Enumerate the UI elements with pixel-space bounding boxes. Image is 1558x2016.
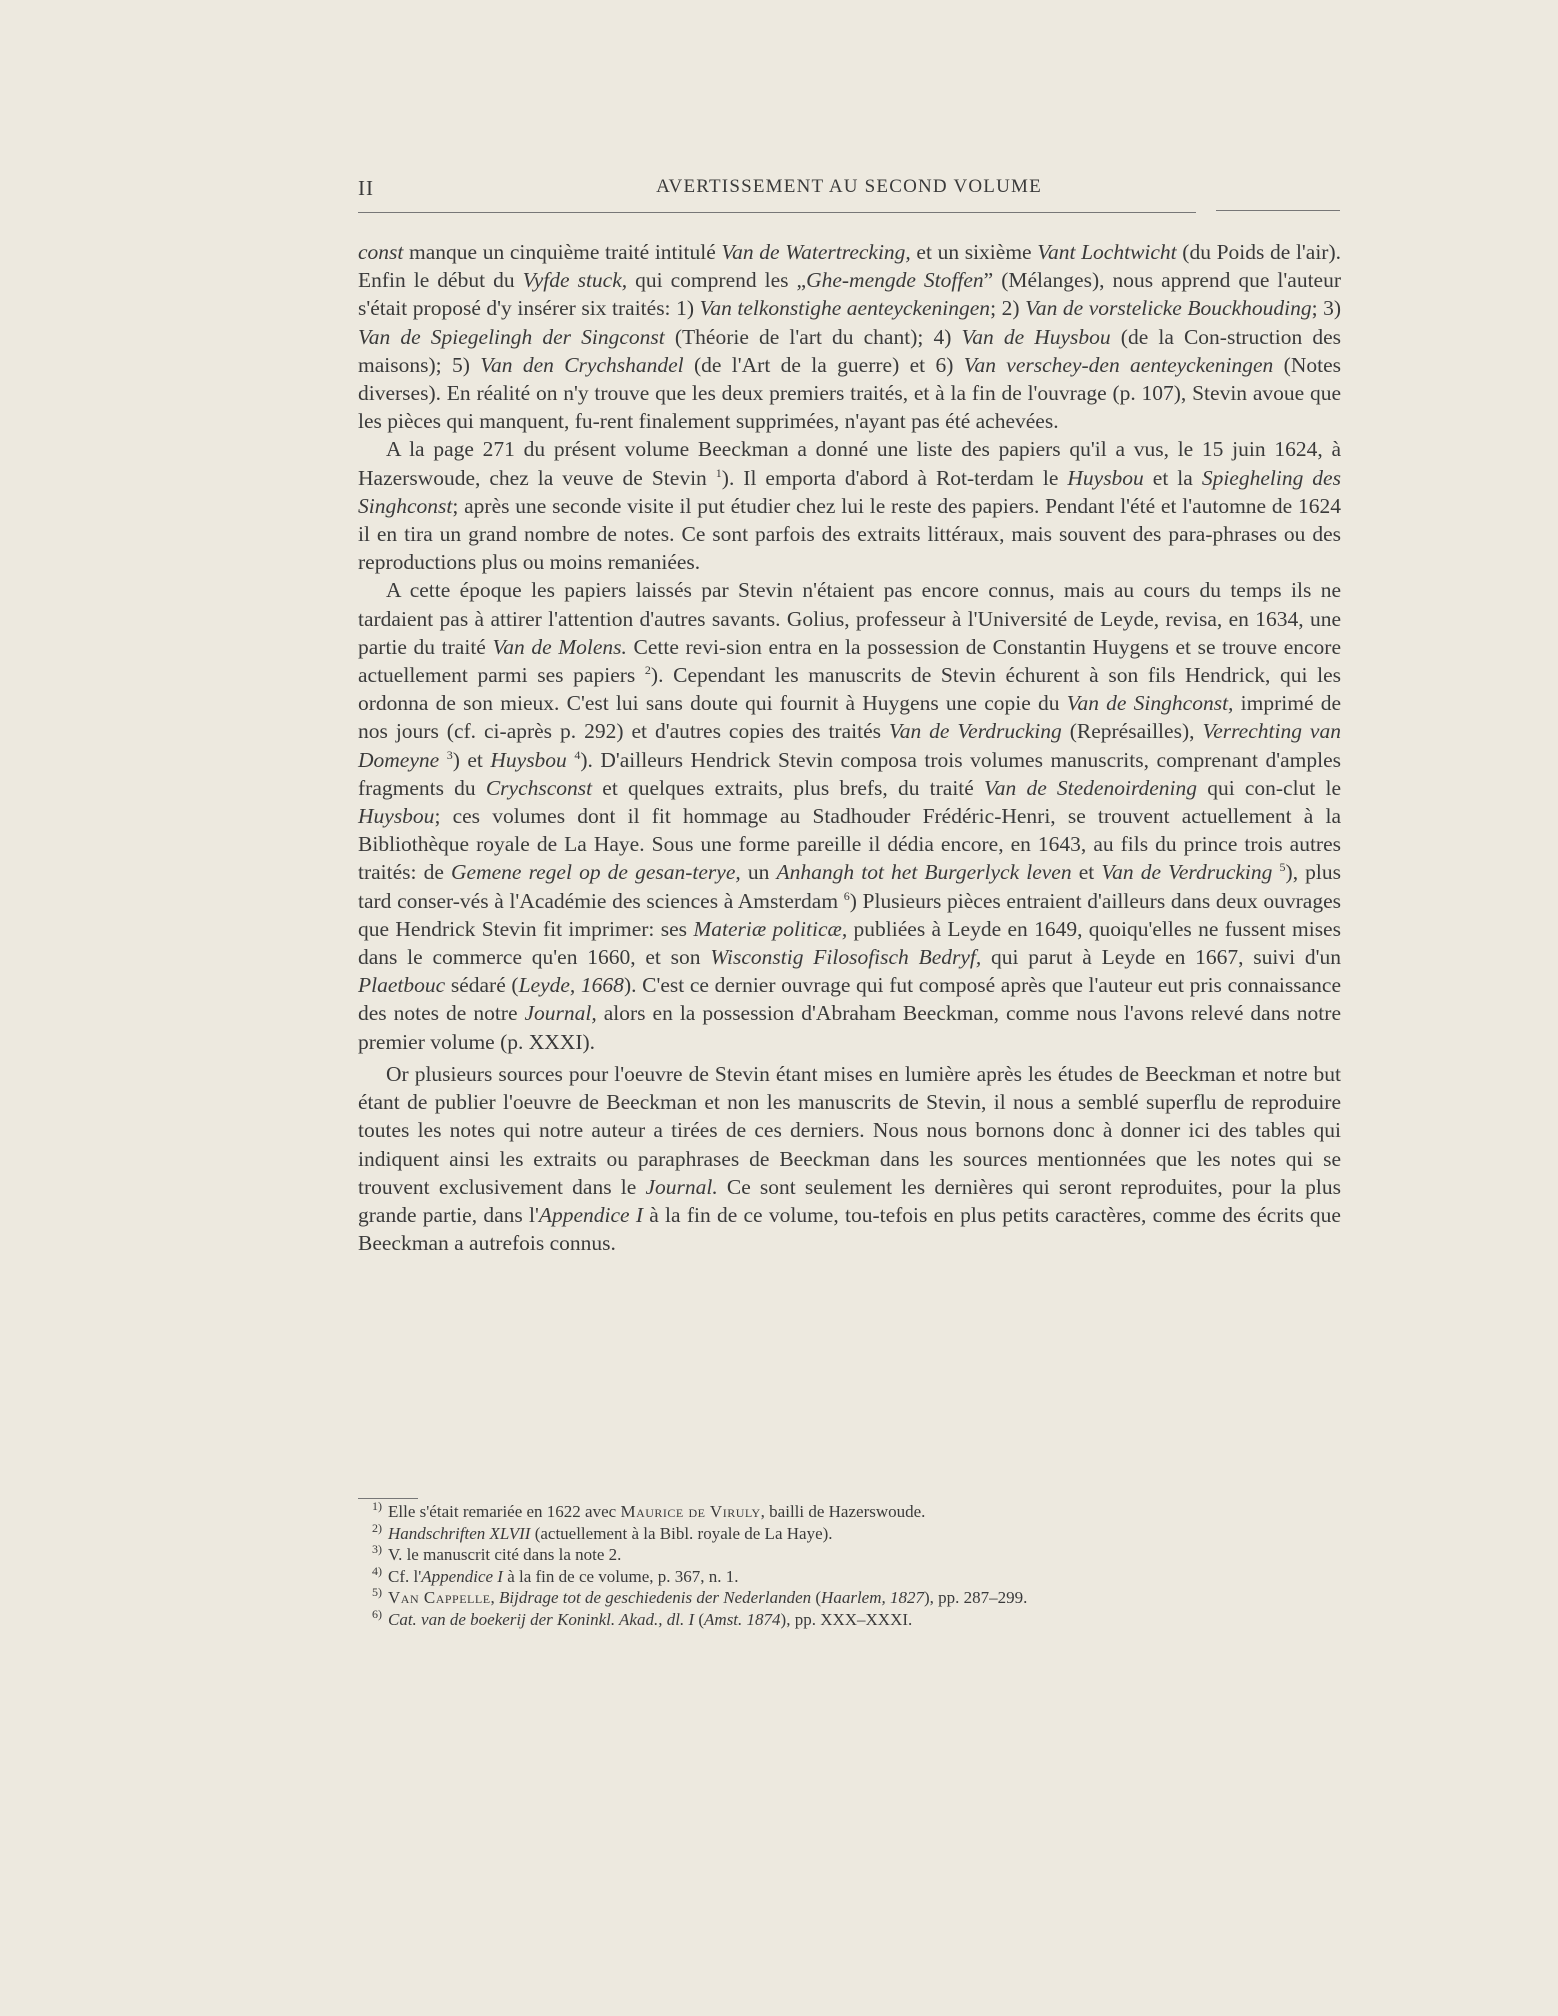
text-run xyxy=(1272,860,1279,884)
text-run: sédaré ( xyxy=(445,973,519,998)
footnote-6 xyxy=(372,1606,1332,1631)
text-run: Elle s'était remariée en 1622 avec xyxy=(388,1502,621,1521)
italic-run: Van verschey-den aenteyckeningen xyxy=(963,352,1274,377)
text-run: (du Poids de l'air). Enfin le début du xyxy=(358,240,1342,293)
italic-run: Materiæ politicæ, xyxy=(693,916,848,941)
text-run: A la page 271 du présent volume Beeckman a donné une liste des papiers qu'il a vus, le 15 juin 1624, à Hazerswoude, chez la veuve de Stevin xyxy=(358,437,1341,490)
text-run: ( xyxy=(811,1588,822,1607)
footnote-5 xyxy=(372,1587,1332,1609)
text-run: et un sixième xyxy=(910,240,1038,264)
text-run: ), pp. XXX–XXXI. xyxy=(780,1609,913,1629)
text-run: Cette revi-sion entra en la possession de Constantin Huygens et se trouve encore actuellement parmi ses papiers xyxy=(358,634,1341,688)
text-run: et quelques extraits, plus brefs, du traité xyxy=(592,775,985,800)
small-caps-run: Maurice de Viruly xyxy=(620,1502,761,1521)
italic-run: Leyde, 1668 xyxy=(518,973,624,998)
paragraph-1 xyxy=(358,238,1341,435)
italic-run: Appendice I xyxy=(538,1202,643,1227)
text-run: qui comprend les „ xyxy=(627,268,807,293)
italic-run: Van den Crychshandel xyxy=(480,352,684,377)
italic-run: Vant Lochtwicht xyxy=(1037,240,1177,264)
italic-run: Van de Spiegelingh der Singconst xyxy=(358,324,665,349)
text-run: publiées à Leyde en 1649, quoiqu'elles ne fussent mises dans le commerce qu'en 1660, et son xyxy=(358,916,1341,970)
footnote-number: 6) xyxy=(372,1606,382,1621)
italic-run: Haarlem, 1827 xyxy=(821,1588,924,1607)
text-run: ; 3) xyxy=(1311,296,1342,321)
text-run: ), plus tard conser-vés à l'Académie des sciences à Amsterdam xyxy=(358,860,1342,913)
text-run: ; 2) xyxy=(990,296,1026,321)
italic-run: Verrechting van Domeyne xyxy=(358,719,1341,772)
text-run: Or plusieurs sources pour l'oeuvre de Stevin étant mises en lumière après les études de Beeckman et notre but étant de publier l'oeuvre de Beeckman et non les manuscrits de Stevin, il nous a semblé superflu de reproduire toutes les notes qui notre auteur a tirées de ces derniers. Nous nous bornons donc à donner ici des tables qui indiquent ainsi les extraits ou paraphrases de Beeckman dans les sources mentionnées que les notes qui se trouvent exclusivement dans le xyxy=(358,1061,1341,1199)
italic-run: Van de Molens. xyxy=(492,634,627,659)
text-run: ), pp. 287–299. xyxy=(924,1588,1028,1607)
italic-run: Huysbou xyxy=(358,804,435,829)
text-run: (Représailles), xyxy=(1061,719,1203,744)
italic-run: Van de Singhconst, xyxy=(1066,691,1234,716)
text-run: V. le manuscrit cité dans la note 2. xyxy=(388,1545,622,1564)
text-run: (actuellement à la Bibl. royale de La Haye). xyxy=(530,1523,833,1543)
footnote-number: 5) xyxy=(372,1585,382,1600)
text-run: ). C'est ce dernier ouvrage qui fut composé après que l'auteur eut pris connaissance des notes de notre xyxy=(358,973,1341,1026)
italic-run: Van de Huysbou xyxy=(961,324,1111,349)
text-run: ; après une seconde visite il put étudier chez lui le reste des papiers. Pendant l'été et l'automne de 1624 il en tira un grand nombre de notes. Ce sont parfois des extraits littéraux, mais souvent des para-phrases ou des reproductions plus ou moins remaniées. xyxy=(358,493,1341,575)
text-run: (de l'Art de la guerre) et 6) xyxy=(683,352,964,377)
text-run: (Notes diverses). En réalité on n'y trouve que les deux premiers traités, et à la fin de l'ouvrage (p. 107), Stevin avoue que les pièces qui manquent, fu-rent finalement supprimées, n'ayant pas été achevées. xyxy=(358,352,1341,434)
text-run: à la fin de ce volume, p. 367, n. 1. xyxy=(502,1566,739,1586)
text-run: à la fin de ce volume, tou-tefois en plus petits caractères, comme des écrits que Beeckman a autrefois connus. xyxy=(358,1202,1341,1256)
text-run: et la xyxy=(1143,465,1202,490)
page-header xyxy=(358,176,1340,206)
italic-run: const xyxy=(358,240,404,264)
italic-run: Van telkonstighe aenteyckeningen xyxy=(699,296,991,321)
italic-run: Wisconstig Filosofisch Bedryf, xyxy=(710,945,982,970)
text-run xyxy=(439,748,447,772)
italic-run: Handschriften XLVII xyxy=(388,1523,531,1543)
paragraph-4 xyxy=(358,1060,1341,1257)
text-run: (Théorie de l'art du chant); 4) xyxy=(664,324,962,349)
italic-run: Crychsconst xyxy=(485,775,593,800)
text-run: ). Cependant les manuscrits de Stevin échurent à son fils Hendrick, qui les ordonna de son mieux. C'est lui sans doute qui fournit à Huygens une copie du xyxy=(358,663,1342,716)
footnote-ref: 5 xyxy=(1279,860,1286,875)
footnote-ref: 2 xyxy=(644,662,651,677)
footnote-number: 3) xyxy=(372,1542,382,1557)
italic-run: Spiegheling des Singhconst xyxy=(358,465,1341,518)
italic-run: Van de Verdrucking xyxy=(888,719,1062,744)
text-run: ” (Mélanges), nous apprend que l'auteur s'était proposé d'y insérer six traités: 1) xyxy=(358,268,1341,321)
footnote-ref: 4 xyxy=(574,747,581,762)
italic-run: Bijdrage tot de geschiedenis der Nederlanden xyxy=(499,1588,812,1607)
footnote-2 xyxy=(372,1520,1332,1545)
paragraph-2 xyxy=(358,435,1341,576)
text-run: A cette époque les papiers laissés par Stevin n'étaient pas encore connus, mais au cours du temps ils ne tardaient pas à attirer l'attention d'autres savants. Golius, professeur à l'Université de Leyde, revisa, en 1634, une partie du traité xyxy=(358,578,1341,659)
page-folio: II xyxy=(358,176,374,200)
text-run: manque un cinquième traité intitulé xyxy=(403,240,722,264)
italic-run: Plaetbouc xyxy=(358,973,446,998)
running-title: AVERTISSEMENT AU SECOND VOLUME xyxy=(656,176,1042,197)
italic-run: Van de Watertrecking, xyxy=(721,240,911,264)
text-run: (de la Con-struction des maisons); 5) xyxy=(358,324,1341,377)
footnote-1 xyxy=(372,1501,1332,1523)
text-run: ). Il emporta d'abord à Rot-terdam le xyxy=(721,465,1068,490)
text-run: ) Plusieurs pièces entraient d'ailleurs dans deux ouvrages que Hendrick Stevin fit imprimer: ses xyxy=(358,888,1341,941)
footnote-ref: 3 xyxy=(446,747,453,762)
italic-run: Anhangh tot het Burgerlyck leven xyxy=(776,860,1072,885)
footnote-3 xyxy=(372,1544,1332,1566)
footnote-4 xyxy=(372,1563,1332,1588)
text-run: ; ces volumes dont il fit hommage au Stadhouder Frédéric-Henri, se trouvent actuellement à la Bibliothèque royale de La Haye. Sous une forme pareille il dédia encore, en 1643, au fils du prince trois autres traités: de xyxy=(358,804,1341,885)
italic-run: Gemene regel op de gesan-terye, xyxy=(451,860,741,885)
italic-run: Amst. 1874 xyxy=(704,1609,781,1629)
text-run: , bailli de Hazerswoude. xyxy=(760,1502,926,1521)
text-run: alors en la possession d'Abraham Beeckman, comme nous l'avons relevé dans notre premier volume (p. XXXI). xyxy=(358,1001,1341,1054)
text-run: et xyxy=(1071,860,1102,885)
italic-run: Vyfde stuck, xyxy=(522,268,628,293)
header-rule-short xyxy=(1216,210,1340,211)
body-text xyxy=(358,238,1341,1257)
italic-run: Journal. xyxy=(645,1174,718,1199)
footnote-number: 2) xyxy=(372,1520,382,1535)
footnote-ref: 6 xyxy=(843,888,850,903)
text-run: Cf. l' xyxy=(388,1566,422,1586)
text-run: ). D'ailleurs Hendrick Stevin composa trois volumes manuscrits, comprenant d'amples fragments du xyxy=(358,747,1341,800)
header-rule xyxy=(358,212,1196,213)
text-run: , xyxy=(490,1588,500,1607)
footnote-number: 4) xyxy=(372,1563,382,1578)
italic-run: Van de vorstelicke Bouckhouding xyxy=(1025,296,1312,321)
italic-run: Van de Stedenoirdening xyxy=(984,775,1198,800)
italic-run: Cat. van de boekerij der Koninkl. Akad., dl. I xyxy=(388,1609,695,1629)
text-run: ( xyxy=(694,1609,705,1629)
text-run: Ce sont seulement les dernières qui seront reproduites, pour la plus grande partie, dans l' xyxy=(358,1174,1341,1227)
footnote-ref: 1 xyxy=(715,465,722,480)
footnote-number: 1) xyxy=(372,1499,382,1514)
italic-run: Appendice I xyxy=(421,1566,503,1586)
italic-run: Van de Verdrucking xyxy=(1101,860,1273,885)
paragraph-3 xyxy=(358,576,1341,1055)
text-run: imprimé de nos jours (cf. ci-après p. 292) et d'autres copies des traités xyxy=(358,691,1342,744)
text-run: ) et xyxy=(452,747,491,772)
italic-run: Huysbou xyxy=(490,747,567,772)
text-run: qui parut à Leyde en 1667, suivi d'un xyxy=(981,945,1341,970)
footnote-rule xyxy=(358,1498,418,1499)
text-run: qui con-clut le xyxy=(1197,775,1341,800)
italic-run: Ghe-mengde Stoffen xyxy=(806,268,984,293)
small-caps-run: Van Cappelle xyxy=(388,1588,491,1607)
italic-run: Journal, xyxy=(524,1001,597,1026)
italic-run: Huysbou xyxy=(1067,465,1144,490)
text-run: un xyxy=(740,860,777,885)
footnotes xyxy=(372,1501,1332,1630)
